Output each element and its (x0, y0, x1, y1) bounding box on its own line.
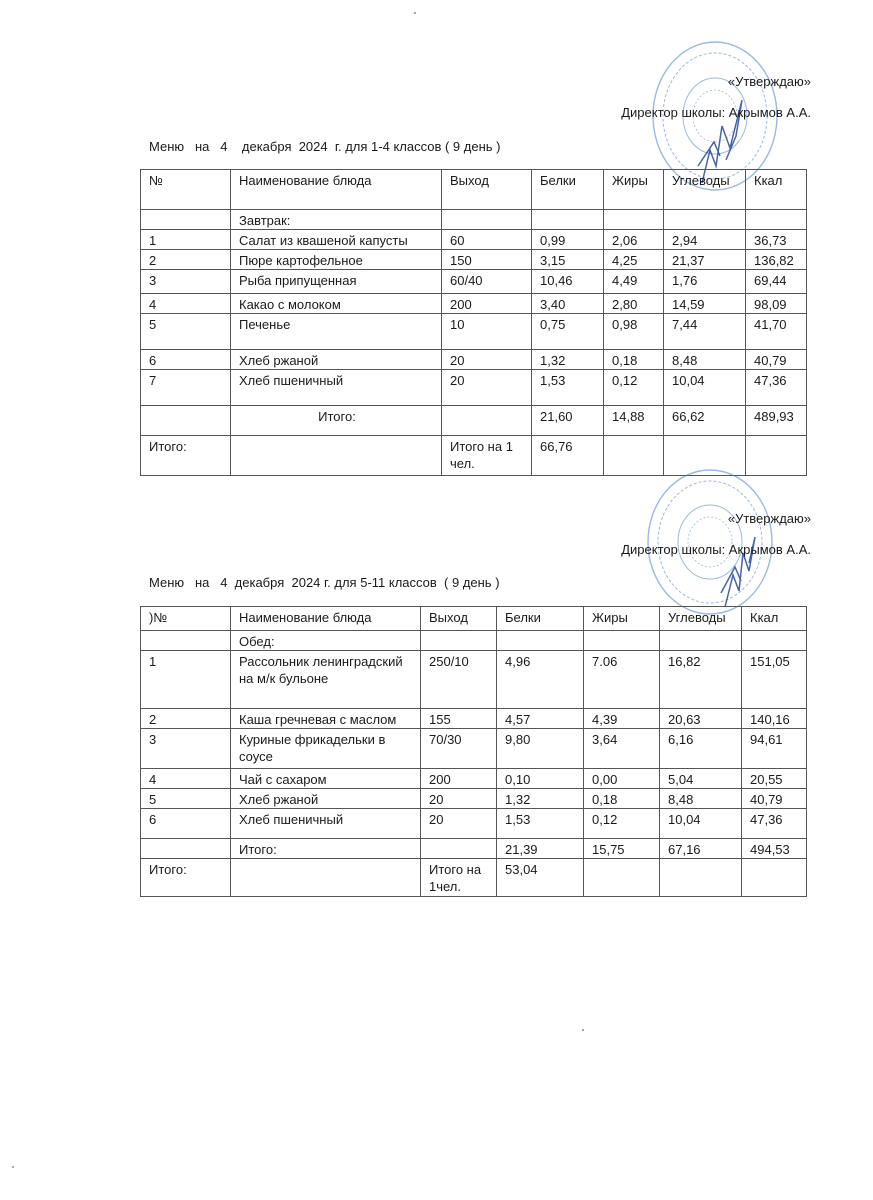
table-row: 4 Чай с сахаром 200 0,10 0,00 5,04 20,55 (141, 769, 807, 789)
subtotal-carbs: 66,62 (664, 406, 746, 436)
table-row: 1 Рассольник ленинградский на м/к бульоне 250/10 4,96 7.06 16,82 151,05 (141, 651, 807, 709)
header-cell-portion: Выход (421, 607, 497, 631)
subtotal-row (141, 406, 807, 436)
scan-speck (12, 1166, 14, 1168)
header-cell-carbs: Углеводы (660, 607, 742, 631)
total-label: Итого: (141, 436, 231, 476)
meal-label: Обед: (231, 631, 421, 651)
header-cell-protein: Белки (532, 170, 604, 210)
table-row: 2 Каша гречневая с маслом 155 4,57 4,39 20,63 140,16 (141, 709, 807, 729)
header-cell-number: )№ (141, 607, 231, 631)
table-row: 5 Печенье 10 0,75 0,98 7,44 41,70 (141, 314, 807, 350)
menu-table-secondary (140, 606, 807, 897)
director-label: Директор школы: Акрымов А.А. (621, 105, 811, 120)
approval-block (621, 503, 811, 565)
subtotal-label: Итого: (231, 406, 442, 436)
approve-label: «Утверждаю» (727, 511, 811, 526)
menu-title: Меню на 4 декабря 2024 г. для 5-11 классов ( 9 день ) (149, 575, 500, 590)
table-row: 1 Салат из квашеной капусты 60 0,99 2,06 2,94 36,73 (141, 230, 807, 250)
table-row: 7 Хлеб пшеничный 20 1,53 0,12 10,04 47,36 (141, 370, 807, 406)
table-row: 3 Рыба припущенная 60/40 10,46 4,49 1,76 69,44 (141, 270, 807, 294)
subtotal-carbs: 67,16 (660, 839, 742, 859)
header-cell-portion: Выход (442, 170, 532, 210)
scan-speck (582, 1029, 584, 1031)
meal-label-row (141, 631, 807, 651)
table-row: 2 Пюре картофельное 150 3,15 4,25 21,37 136,82 (141, 250, 807, 270)
table-header-row (141, 170, 807, 210)
total-row (141, 436, 807, 476)
total-label: Итого: (141, 859, 231, 897)
header-cell-carbs: Углеводы (664, 170, 746, 210)
subtotal-protein: 21,60 (532, 406, 604, 436)
header-cell-protein: Белки (497, 607, 584, 631)
menu-table-primary (140, 169, 807, 476)
per-person-label: Итого на 1 чел. (442, 436, 532, 476)
per-person-label: Итого на 1чел. (421, 859, 497, 897)
subtotal-label: Итого: (231, 839, 421, 859)
subtotal-row (141, 839, 807, 859)
table-row: 5 Хлеб ржаной 20 1,32 0,18 8,48 40,79 (141, 789, 807, 809)
header-cell-kcal: Ккал (746, 170, 807, 210)
subtotal-fat: 14,88 (604, 406, 664, 436)
subtotal-kcal: 489,93 (746, 406, 807, 436)
total-row (141, 859, 807, 897)
header-cell-dish: Наименование блюда (231, 607, 421, 631)
table-header-row (141, 607, 807, 631)
approve-label: «Утверждаю» (727, 74, 811, 89)
scan-speck (414, 12, 416, 14)
approval-block (621, 66, 811, 128)
menu-title: Меню на 4 декабря 2024 г. для 1-4 классов ( 9 день ) (149, 139, 501, 154)
header-cell-kcal: Ккал (742, 607, 807, 631)
table-row: 4 Какао с молоком 200 3,40 2,80 14,59 98,09 (141, 294, 807, 314)
total-cost: 53,04 (497, 859, 584, 897)
header-cell-fat: Жиры (604, 170, 664, 210)
header-cell-dish: Наименование блюда (231, 170, 442, 210)
header-cell-fat: Жиры (584, 607, 660, 631)
subtotal-kcal: 494,53 (742, 839, 807, 859)
table-row: 6 Хлеб ржаной 20 1,32 0,18 8,48 40,79 (141, 350, 807, 370)
meal-label-row (141, 210, 807, 230)
table-row: 3 Куриные фрикадельки в соусе 70/30 9,80 3,64 6,16 94,61 (141, 729, 807, 769)
total-cost: 66,76 (532, 436, 604, 476)
director-label: Директор школы: Акрымов А.А. (621, 542, 811, 557)
subtotal-protein: 21,39 (497, 839, 584, 859)
table-row: 6 Хлеб пшеничный 20 1,53 0,12 10,04 47,36 (141, 809, 807, 839)
subtotal-fat: 15,75 (584, 839, 660, 859)
header-cell-number: № (141, 170, 231, 210)
meal-label: Завтрак: (231, 210, 442, 230)
